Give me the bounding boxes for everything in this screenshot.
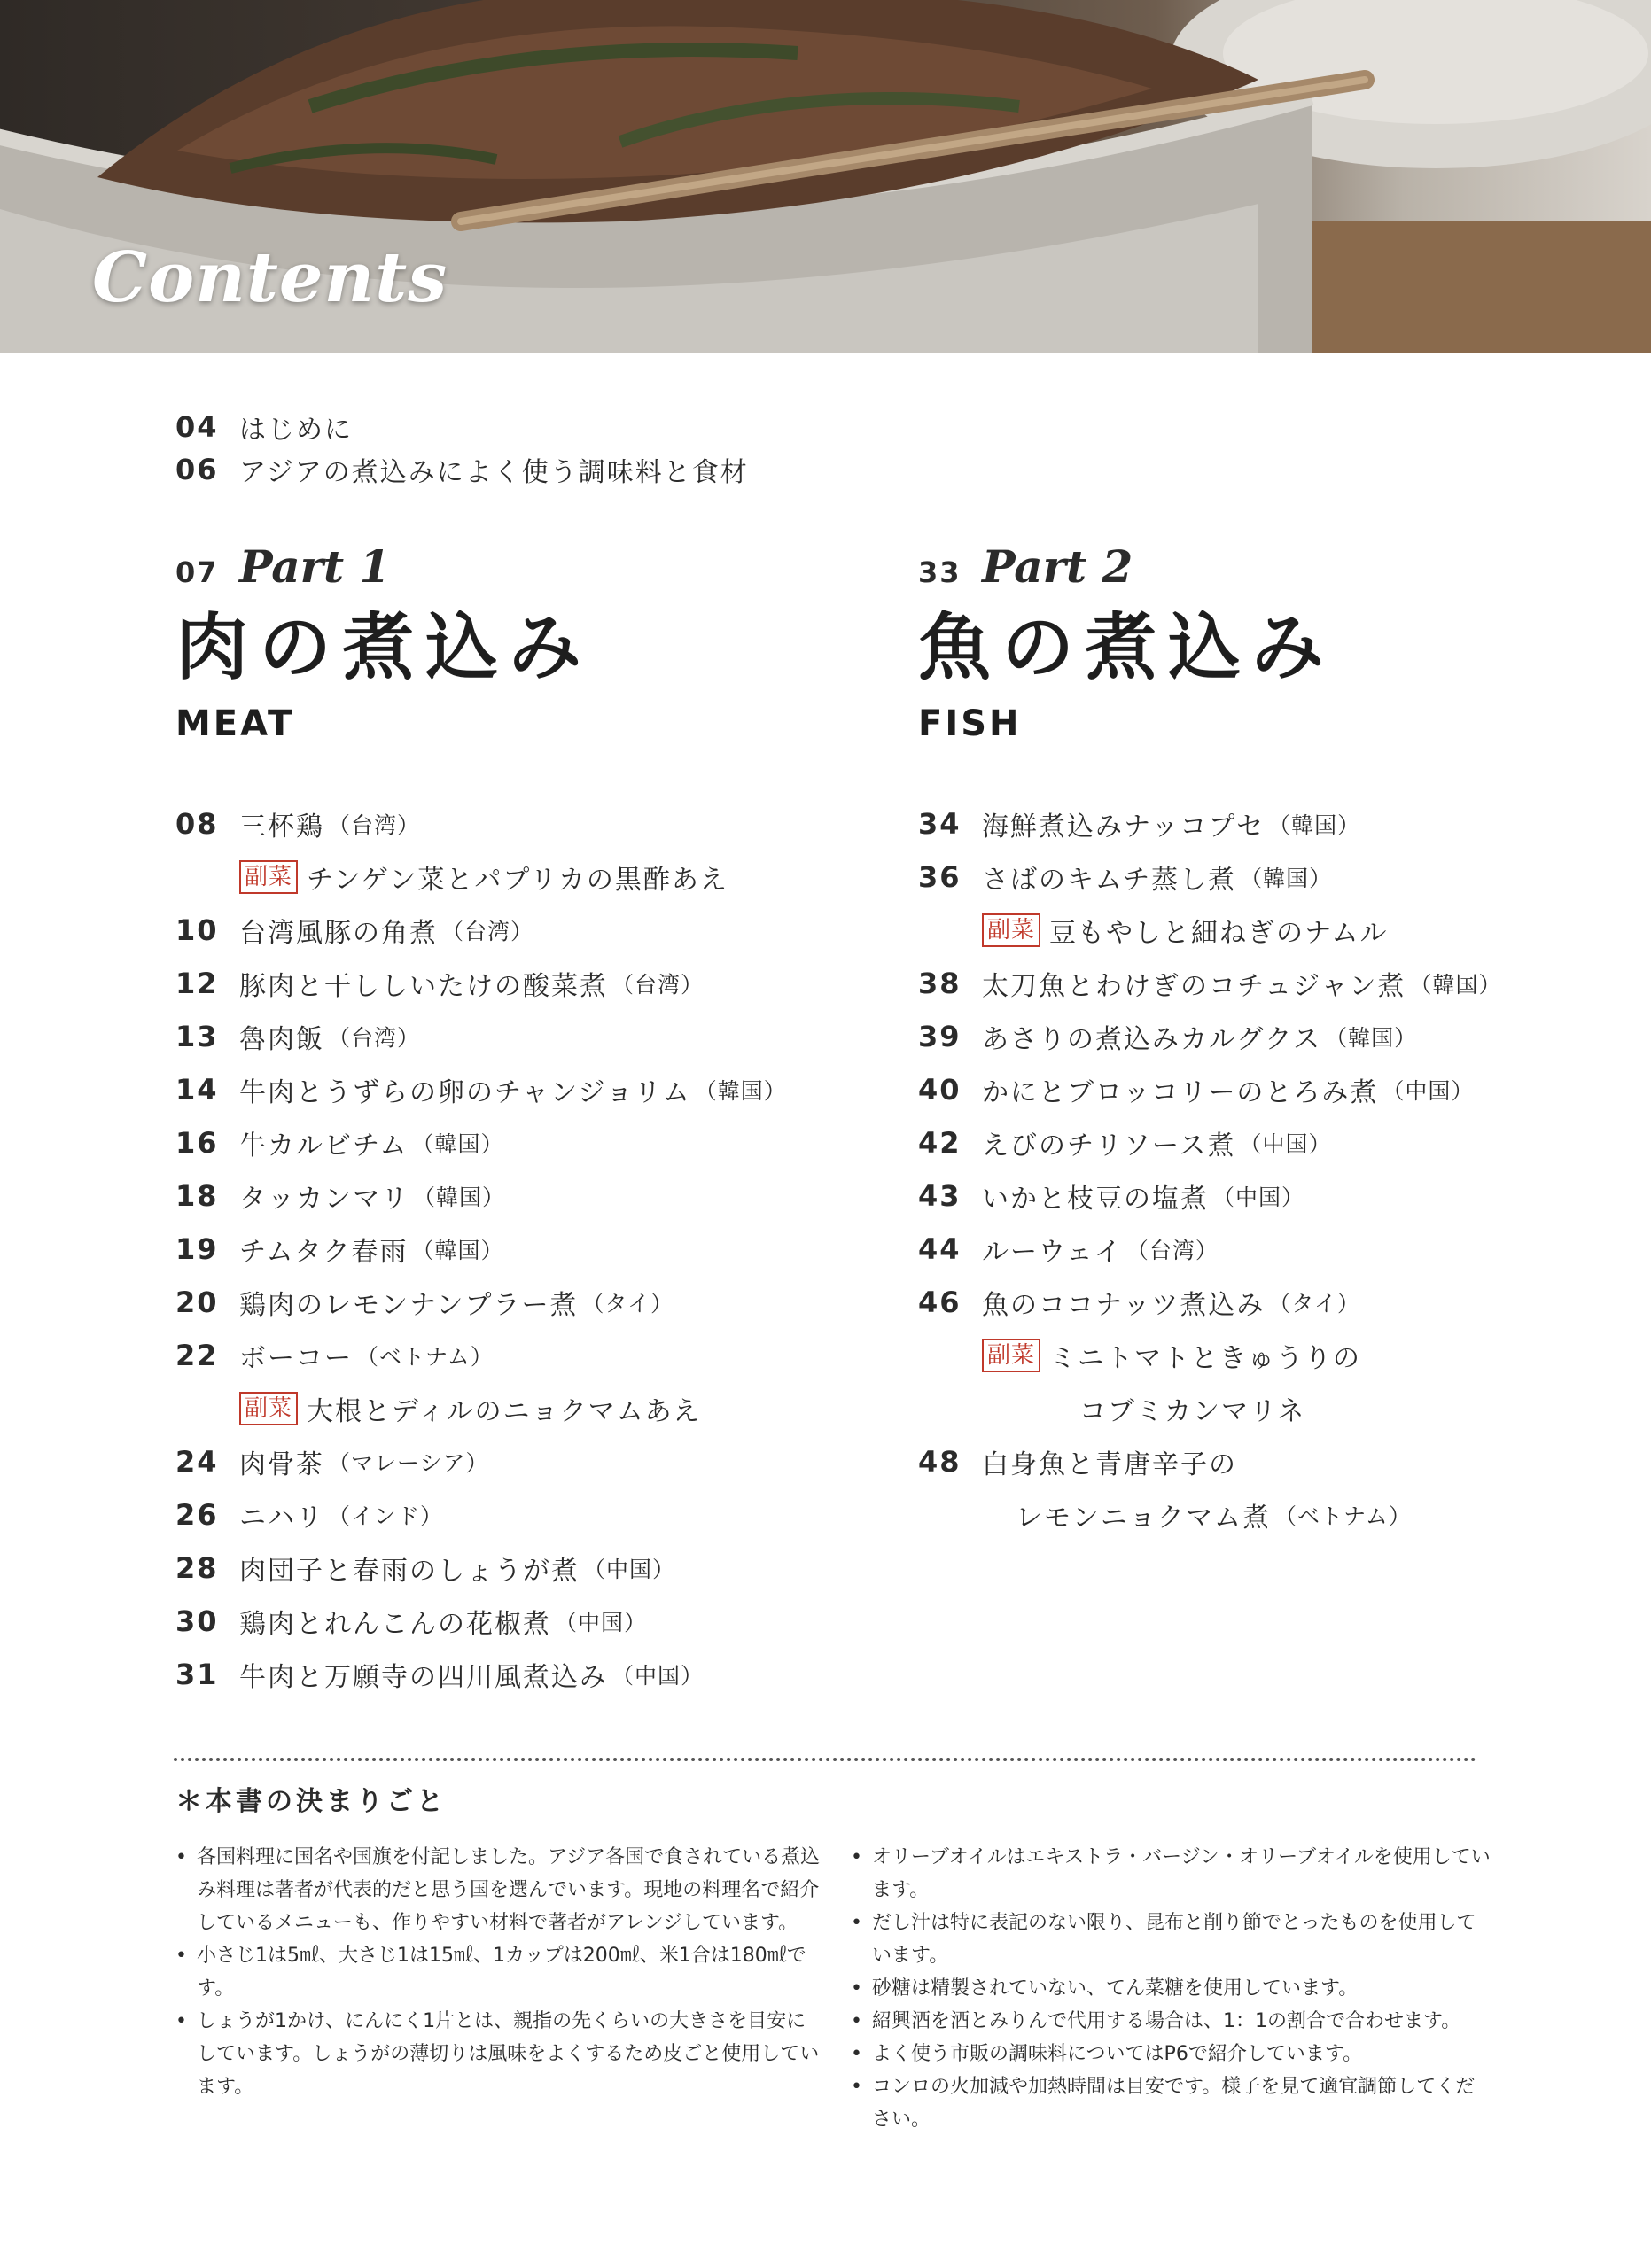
rules-left-column [175,1841,822,2103]
part-page-number: 07 [175,555,219,589]
entry-title: あさりの煮込みカルグクス [982,1024,1322,1055]
page-number: 43 [918,1179,962,1213]
page-title: Contents [92,237,448,318]
list-item[interactable] [175,448,749,491]
entry-title: 牛肉と万願寺の四川風煮込み [239,1662,608,1693]
entry-title: はじめに [239,415,353,446]
rule-note: • 小さじ1は5㎖、大さじ1は15㎖、1カップは200㎖、米1合は180㎖です。 [175,1939,822,2005]
country-label: （台湾） [611,972,705,998]
country-label: （中国） [1212,1184,1305,1210]
part-label: Part 1 [239,540,391,593]
dotted-divider [174,1758,1476,1761]
rules-right-column [851,1841,1492,2136]
entry-title: 豚肉と干ししいたけの酸菜煮 [239,971,608,1002]
entry-title: 肉団子と春雨のしょうが煮 [239,1556,580,1587]
rules-heading: ＊本書の決まりごと [175,1786,447,1817]
country-label: （マレーシア） [328,1450,489,1476]
entry-title: 鶏肉とれんこんの花椒煮 [239,1609,551,1640]
country-label: （韓国） [1409,972,1502,998]
page-number: 13 [175,1020,219,1053]
country-label: （韓国） [694,1078,787,1104]
part-subtitle: FISH [918,703,1022,744]
entry-title: 魚のココナッツ煮込み [982,1290,1266,1321]
page-number: 19 [175,1232,219,1266]
page-number: 20 [175,1285,219,1319]
page-number: 36 [918,860,962,894]
entry-title: いかと枝豆の塩煮 [982,1184,1209,1215]
page-number: 16 [175,1126,219,1160]
rule-note: • だし汁は特に表記のない限り、昆布と削り節でとったものを使用しています。 [851,1907,1492,1972]
entry-title: 牛カルビチム [239,1130,409,1161]
list-item-continuation[interactable] [918,1488,1502,1542]
list-item-continuation[interactable] [918,1382,1502,1435]
page-number: 31 [175,1658,219,1691]
side-dish-badge: 副菜 [982,1339,1040,1372]
list-item[interactable] [175,957,787,1010]
hero-photo [0,0,1651,353]
list-item[interactable] [918,1063,1502,1116]
rule-note: • 各国料理に国名や国旗を付記しました。アジア各国で食されている煮込み料理は著者が代表的だと思う国を選んでいます。現地の料理名で紹介しているメニューも、作りやすい材料で著者がアレンジしています。 [175,1841,822,1939]
page-number: 42 [918,1126,962,1160]
rule-note: • よく使う市販の調味料についてはP6で紹介しています。 [851,2038,1492,2070]
list-item[interactable] [175,406,749,448]
entry-title: 太刀魚とわけぎのコチュジャン煮 [982,971,1406,1002]
list-item[interactable] [918,1329,1502,1382]
list-item[interactable] [918,1435,1502,1488]
list-item[interactable] [175,1648,787,1701]
part-title: 魚の煮込み [918,606,1336,690]
country-label: （台湾） [328,1025,421,1051]
entry-title: 魯肉飯 [239,1024,324,1055]
entry-title: 三杯鶏 [239,812,324,843]
entry-title: タッカンマリ [239,1184,409,1215]
page-number: 18 [175,1179,219,1213]
country-label: （韓国） [411,1131,504,1157]
country-label: （中国） [611,1663,705,1689]
entry-title: 肉骨茶 [239,1449,324,1480]
country-label: （韓国） [413,1184,506,1210]
country-label: （台湾） [328,812,421,838]
page-number: 39 [918,1020,962,1053]
part-title: 肉の煮込み [175,606,593,690]
part-page-number: 33 [918,555,962,589]
page-number: 12 [175,967,219,1000]
country-label: （中国） [583,1557,676,1582]
meat-list [175,797,787,1701]
page-number: 34 [918,807,962,841]
entry-title: アジアの煮込みによく使う調味料と食材 [239,457,749,488]
country-label: （韓国） [411,1238,504,1263]
list-item[interactable] [175,1435,787,1488]
rule-note: • 砂糖は精製されていない、てん菜糖を使用しています。 [851,1972,1492,2005]
entry-title: 鶏肉のレモンナンプラー煮 [239,1290,579,1321]
list-item[interactable] [175,1542,787,1595]
list-item[interactable] [175,797,787,850]
country-label: （中国） [1382,1078,1475,1104]
list-item[interactable] [918,904,1502,957]
list-item[interactable] [918,1223,1502,1276]
list-item[interactable] [175,1223,787,1276]
country-label: （韓国） [1268,812,1361,838]
list-item[interactable] [918,1010,1502,1063]
list-item[interactable] [175,904,787,957]
page-number: 30 [175,1604,219,1638]
rule-note: • オリーブオイルはエキストラ・バージン・オリーブオイルを使用しています。 [851,1841,1492,1907]
page-number: 04 [175,410,219,444]
page-number: 08 [175,807,219,841]
list-item[interactable] [175,1116,787,1169]
page-number: 40 [918,1073,962,1107]
part-subtitle: MEAT [175,703,295,744]
country-label: （タイ） [1268,1291,1360,1317]
list-item[interactable] [175,1169,787,1223]
entry-title: 豆もやしと細ねぎのナムル [1049,918,1389,949]
side-dish-badge: 副菜 [982,913,1040,947]
page-number: 48 [918,1445,962,1479]
side-dish-badge: 副菜 [239,1392,298,1425]
list-item[interactable] [918,1169,1502,1223]
list-item[interactable] [175,1010,787,1063]
entry-title: コブミカンマリネ [1079,1396,1306,1427]
page-number: 38 [918,967,962,1000]
entry-title: 台湾風豚の角煮 [239,918,438,949]
part-label: Part 2 [982,540,1133,593]
entry-title: ミニトマトときゅうりの [1049,1343,1362,1374]
side-dish-badge: 副菜 [239,860,298,894]
list-item[interactable] [918,797,1502,850]
entry-title: 海鮮煮込みナッコプセ [982,812,1266,843]
entry-title: チムタク春雨 [239,1237,409,1268]
entry-title: かにとブロッコリーのとろみ煮 [982,1077,1379,1108]
list-item[interactable] [918,850,1502,904]
page-number: 28 [175,1551,219,1585]
entry-title: 大根とディルのニョクマムあえ [307,1396,702,1427]
country-label: （台湾） [441,919,534,944]
list-item[interactable] [918,1276,1502,1329]
entry-title: レモンニョクマム煮 [1016,1503,1271,1534]
rule-note: • しょうが1かけ、にんにく1片とは、親指の先くらいの大きさを目安にしています。しょうがの薄切りは風味をよくするため皮ごと使用しています。 [175,2005,822,2103]
country-label: （韓国） [1325,1025,1418,1051]
intro-list [175,406,749,491]
entry-title: ニハリ [239,1503,324,1534]
part2-header [918,540,1335,744]
country-label: （ベトナム） [1274,1503,1412,1529]
entry-title: ルーウェイ [982,1237,1123,1268]
list-item[interactable] [175,1063,787,1116]
page-number: 44 [918,1232,962,1266]
page-number: 26 [175,1498,219,1532]
country-label: （インド） [328,1503,444,1529]
country-label: （中国） [555,1610,648,1635]
list-item[interactable] [175,1595,787,1648]
entry-title: チンゲン菜とパプリカの黒酢あえ [307,865,728,896]
country-label: （ベトナム） [356,1344,494,1370]
entry-title: えびのチリソース煮 [982,1130,1236,1161]
list-item[interactable] [175,850,787,904]
entry-title: 白身魚と青唐辛子の [982,1449,1237,1480]
fish-list [918,797,1502,1542]
entry-title: さばのキムチ蒸し煮 [982,865,1237,896]
list-item[interactable] [175,1382,787,1435]
rule-note: • 紹興酒を酒とみりんで代用する場合は、1：1の割合で合わせます。 [851,2005,1492,2038]
rule-note: • コンロの火加減や加熱時間は目安です。様子を見て適宜調節してください。 [851,2070,1492,2136]
page-number: 14 [175,1073,219,1107]
country-label: （台湾） [1125,1238,1219,1263]
page-number: 06 [175,453,219,486]
list-item[interactable] [918,1116,1502,1169]
entry-title: ボーコー [239,1343,353,1374]
page-number: 24 [175,1445,219,1479]
list-item[interactable] [175,1488,787,1542]
country-label: （タイ） [581,1291,674,1317]
entry-title: 牛肉とうずらの卵のチャンジョリム [239,1077,691,1108]
list-item[interactable] [175,1276,787,1329]
country-label: （韓国） [1240,866,1333,891]
list-item[interactable] [918,957,1502,1010]
page-number: 10 [175,913,219,947]
page-number: 22 [175,1339,219,1372]
list-item[interactable] [175,1329,787,1382]
part1-header [175,540,592,744]
country-label: （中国） [1239,1131,1332,1157]
page-number: 46 [918,1285,962,1319]
